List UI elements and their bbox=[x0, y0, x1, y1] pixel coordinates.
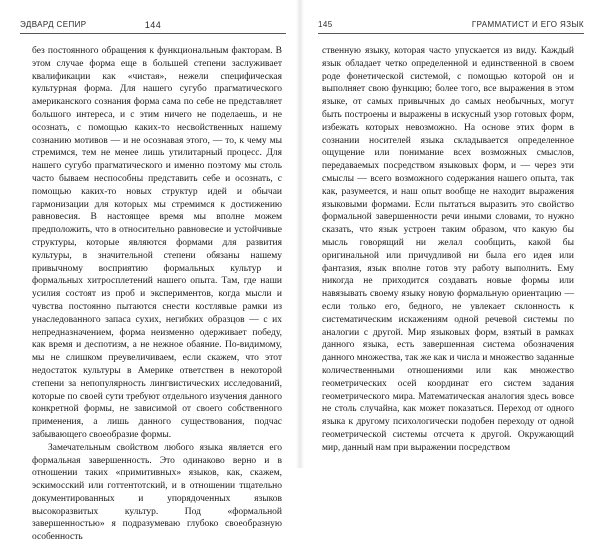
right-page-body bbox=[322, 45, 574, 455]
paragraph: без постоянного обращения к функциональным факторам. В этом случае форма еще в большей степени заслуживает квалификации как «чистая», нежели специфическая культурная форма. Для нашего сугубо прагматического американского сознания форма сама по себе не представляет большого интереса, и с этим ничего не поделаешь, и не осознать, с помощью каких-то несвойственных нашему сознанию мотивов — и не осознавая этого, — то, к чему мы стремимся, тем не менее лишь утилитарный процесс. Для нашего сугубо прагматического и именно поэтому мы столь часто бываем неспособны представить себе и осознать, с помощью каких-то новых структур идей и обычаи гармонизации для которых мы стремимся к достижению равновесия. В настоящее время мы вполне можем предположить, что в относительно равновесие и устойчивые структуры, которые являются формами для развития культуры, в значительной степени обязаны нашему привычному восприятию формальных культур и формальных хитросплетений нашего опыта. Там, где наши усилия состоят из проб и экспериментов, когда мысли и чувства постоянно пытаются снести костлявые рамки из унаследованного запаса сухих, негибких образцов — с их непредназначением, форма неизменно одерживает победу, как время и деспотизм, а не нежное обаяние. По-видимому, мы не слишком преувеличиваем, если скажем, что этот недостаток культуры в Америке ответствен в некоторой степени за непопулярность лингвистических исследований, которые по своей сути требуют отдельного изучения данного конкретной формы, не зависимой от своего собственного применения, а лишь данного существования, подчас забывающего своеобразие формы. bbox=[32, 46, 282, 440]
page-number-left: 144 bbox=[144, 20, 162, 30]
right-running-head bbox=[318, 20, 584, 32]
right-page bbox=[310, 0, 592, 468]
left-page bbox=[12, 0, 294, 543]
running-head-title: ГРАММАТИСТ И ЕГО ЯЗЫК bbox=[471, 20, 584, 29]
book-gutter bbox=[296, 0, 304, 468]
paragraph: Замечательным свойством любого языка является его формальная завершенность. Это одинаково верно и в отношении таких «примитивных» языков, как, скажем, эскимосский или готтентотский, и в отношении тщательно документированных и упорядоченных языков высокоразвитых культур. Под «формальной завершенностью» я подразумеваю глубоко своеобразную особенность bbox=[32, 442, 282, 543]
left-running-head bbox=[20, 20, 286, 32]
header-rule-left bbox=[20, 33, 286, 34]
header-rule-right bbox=[318, 33, 584, 34]
page-number-right: 145 bbox=[318, 20, 333, 29]
left-page-body bbox=[32, 45, 282, 544]
paragraph: ственную языку, которая часто упускается из виду. Каждый язык обладает четко определенной и единственной в своем роде фонетической системой, с помощью которой он и выполняет свою функцию; более того, все выражения в этом языке, от самых привычных до самых необычных, могут быть построены и выражены в искусный узор готовых форм, избежать которых невозможно. На основе этих форм в сознании носителей языка складывается определенное ощущение или понимание всех возможных смыслов, передаваемых посредством языковых форм, и — через эти смыслы — всего возможного содержания нашего опыта, так как, разумеется, и наш опыт вообще не находит выражения языковыми формами. Если пытаться выразить это свойство формальной завершенности речи иными словами, то нужно сказать, что язык устроен таким образом, что какую бы мысль говорящий ни желал сообщить, какой бы оригинальной или причудливой ни была его идея или фантазия, язык вполне готов эту работу выполнить. Ему никогда не приходится создавать новые формы или навязывать своему языку новую формальную ориентацию — если только его, бедного, не увлекает склонность к систематическим искажениям одной речевой системы по аналогии с другой. Мир языковых форм, взятый в рамках данного языка, есть завершенная система обозначения данного множества, так же как и числа и множество заданные количественными отношениями или как множество геометрических осей координат его систем задания геометрического мира. Математическая аналогия здесь вовсе не столь случайна, как может показаться. Переход от одного языка к другому психологически подобен переходу от одной геометрической системы отсчета к другой. Окружающий мир, данный нам при выражении посредством bbox=[322, 46, 574, 453]
running-head-author: ЭДВАРД СЕПИР bbox=[20, 20, 87, 29]
